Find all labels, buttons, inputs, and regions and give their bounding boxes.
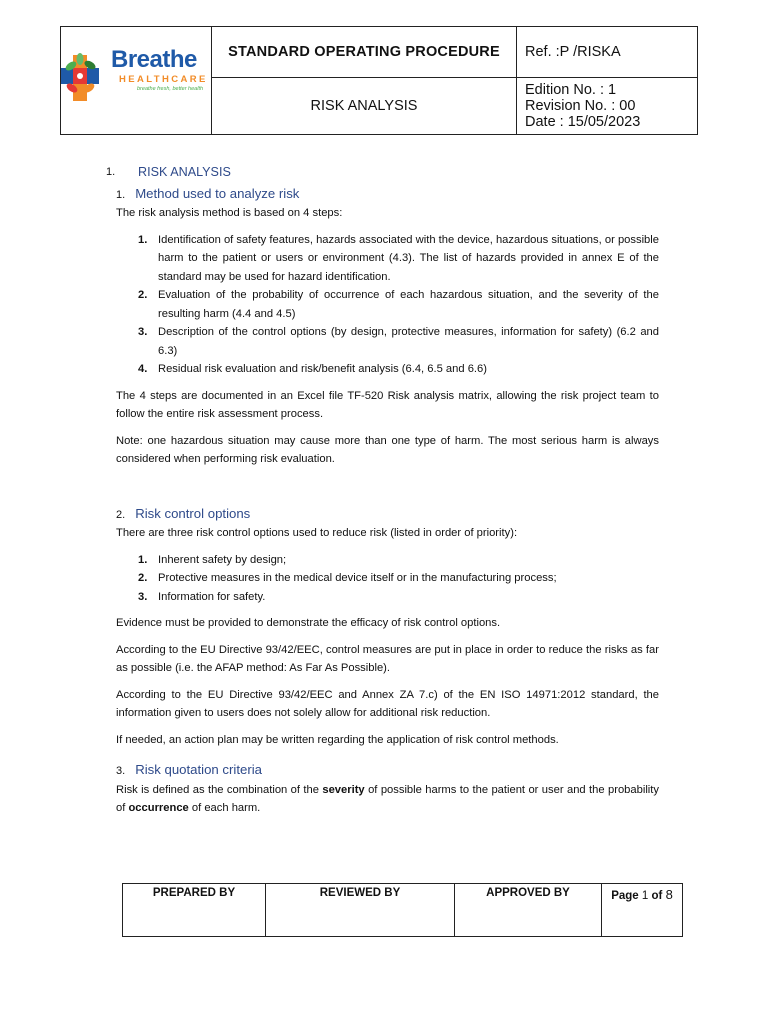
page-number-cell: Page 1 of 8 — [602, 884, 683, 937]
doc-reference: Ref. :P /RISKA — [517, 27, 698, 78]
list-item: 2. Protective measures in the medical device itself or in the manufacturing process; — [138, 572, 557, 584]
list-item: 2. Evaluation of the probability of occurrence of each hazardous situation, and the severity of the resulting harm (4.4 and 4.5) — [138, 289, 659, 320]
edition-number: Edition No. : 1 — [525, 82, 617, 98]
signature-table — [122, 883, 683, 937]
revision-number: Revision No. : 00 — [525, 98, 636, 114]
approved-by-cell: APPROVED BY — [455, 884, 602, 937]
subsection-number: 3. — [116, 765, 126, 777]
subsection-heading-quotation — [116, 761, 659, 781]
subsection-number: 1. — [116, 188, 126, 201]
subsection-number: 2. — [116, 508, 126, 521]
risk-steps-list — [116, 231, 659, 379]
logo-brand: Breathe — [111, 45, 197, 73]
quotation-paragraph: Risk is defined as the combination of the severity of possible harms to the patient or user and the probability of occurrence of each harm. — [116, 783, 659, 814]
section-heading — [106, 163, 659, 182]
subsection-title: Risk control options — [135, 505, 251, 521]
logo-tagline: breathe fresh, better health — [137, 85, 204, 92]
section-number: 1. — [106, 166, 116, 178]
logo-cell — [61, 27, 212, 135]
method-paragraph: The 4 steps are documented in an Excel file TF-520 Risk analysis matrix, allowing the risk project team to follow the entire risk assessment process. — [116, 389, 659, 420]
header-table — [60, 26, 698, 135]
list-item: 1. Identification of safety features, hazards associated with the device, hazardous situations, or possible harm to the patient or users or environment (4.3). The list of hazards provided in annex E of the standard may be used for hazard identification. — [138, 233, 659, 283]
method-intro: The risk analysis method is based on 4 steps: — [116, 207, 343, 219]
control-intro: There are three risk control options used to reduce risk (listed in order of priority): — [116, 527, 518, 539]
method-note: Note: one hazardous situation may cause more than one type of harm. The most serious harm is always considered when performing risk evaluation. — [116, 434, 659, 465]
control-paragraph: According to the EU Directive 93/42/EEC and Annex ZA 7.c) of the EN ISO 14971:2012 standard, the information given to users does not solely allow for additional risk reduction. — [116, 688, 659, 719]
list-item: 1. Inherent safety by design; — [138, 553, 287, 566]
subsection-heading-control — [116, 505, 659, 525]
doc-title: RISK ANALYSIS — [212, 78, 517, 135]
subsection-title: Method used to analyze risk — [135, 185, 300, 201]
company-logo — [61, 28, 211, 134]
doc-date: Date : 15/05/2023 — [525, 114, 641, 130]
list-item: 3. Description of the control options (by design, protective measures, information for safety) (6.2 and 6.3) — [138, 326, 659, 357]
reviewed-by-cell: REVIEWED BY — [266, 884, 455, 937]
subsection-title: Risk quotation criteria — [135, 762, 262, 777]
document-body — [106, 163, 659, 818]
control-options-list — [116, 551, 659, 607]
logo-subtitle: HEALTHCARE — [119, 73, 208, 85]
control-paragraph: If needed, an action plan may be written regarding the application of risk control methods. — [116, 733, 559, 746]
doc-edition-block — [517, 78, 698, 135]
subsection-heading-method — [116, 185, 659, 205]
doc-type: STANDARD OPERATING PROCEDURE — [212, 27, 517, 78]
list-item: 3. Information for safety. — [138, 590, 266, 603]
list-item: 4. Residual risk evaluation and risk/benefit analysis (6.4, 6.5 and 6.6) — [138, 363, 487, 375]
control-paragraph: Evidence must be provided to demonstrate the efficacy of risk control options. — [116, 617, 501, 629]
control-paragraph: According to the EU Directive 93/42/EEC, control measures are put in place in order to reduce the risks as far as possible (i.e. the AFAP method: As Far As Possible). — [116, 643, 659, 674]
prepared-by-cell: PREPARED BY — [123, 884, 266, 937]
section-title: RISK ANALYSIS — [138, 165, 231, 179]
